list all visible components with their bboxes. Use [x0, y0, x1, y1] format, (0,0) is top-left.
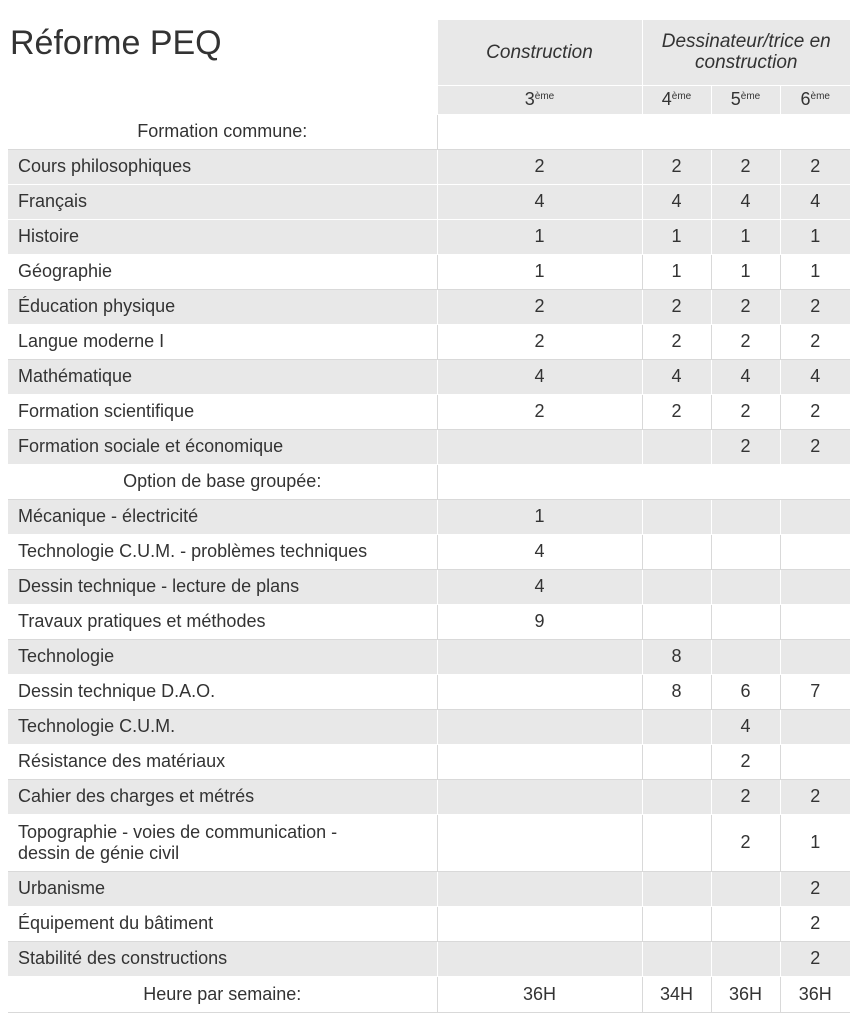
- subject-label: Langue moderne I: [8, 324, 437, 359]
- hours-cell: [437, 941, 642, 976]
- section-heading: Option de base groupée:: [8, 464, 437, 499]
- hours-cell: 1: [642, 219, 711, 254]
- hours-cell: [642, 534, 711, 569]
- subject-label: Technologie C.U.M. - problèmes techniques: [8, 534, 437, 569]
- table-row: [8, 254, 850, 289]
- hours-cell: 2: [437, 324, 642, 359]
- hours-cell: 2: [711, 744, 780, 779]
- hours-cell: [711, 871, 780, 906]
- subject-label: [8, 814, 437, 871]
- subject-label: Mécanique - électricité: [8, 499, 437, 534]
- hours-cell: 4: [642, 184, 711, 219]
- subject-label: Travaux pratiques et méthodes: [8, 604, 437, 639]
- table-row: [8, 639, 850, 674]
- hours-cell: 2: [437, 149, 642, 184]
- table-row: [8, 674, 850, 709]
- table-row: [8, 871, 850, 906]
- year-header-5: 5ème: [711, 85, 780, 114]
- subject-label: Cours philosophiques: [8, 149, 437, 184]
- total-cell: 34H: [642, 976, 711, 1012]
- total-cell: 36H: [437, 976, 642, 1012]
- hours-cell: 4: [437, 359, 642, 394]
- table-row: [8, 149, 850, 184]
- section-filler: [437, 464, 850, 499]
- subject-label: Cahier des charges et métrés: [8, 779, 437, 814]
- hours-cell: 2: [711, 779, 780, 814]
- hours-cell: [711, 941, 780, 976]
- hours-cell: [437, 814, 642, 871]
- hours-cell: 4: [711, 184, 780, 219]
- hours-cell: 2: [711, 394, 780, 429]
- hours-cell: 4: [711, 359, 780, 394]
- table-row: [8, 744, 850, 779]
- hours-cell: [642, 779, 711, 814]
- hours-cell: 1: [711, 219, 780, 254]
- hours-cell: [642, 744, 711, 779]
- hours-cell: 2: [642, 289, 711, 324]
- hours-cell: 1: [780, 254, 850, 289]
- subject-label: Mathématique: [8, 359, 437, 394]
- table-row: [8, 394, 850, 429]
- hours-cell: [642, 871, 711, 906]
- hours-cell: 1: [711, 254, 780, 289]
- subject-label: Technologie: [8, 639, 437, 674]
- hours-cell: [437, 744, 642, 779]
- hours-cell: 4: [642, 359, 711, 394]
- hours-cell: 1: [780, 219, 850, 254]
- hours-cell: 2: [711, 429, 780, 464]
- table-row: [8, 534, 850, 569]
- hours-cell: 2: [711, 324, 780, 359]
- year-header-3: 3ème: [437, 85, 642, 114]
- subject-label: Éducation physique: [8, 289, 437, 324]
- table-row: [8, 709, 850, 744]
- hours-cell: [711, 499, 780, 534]
- hours-cell: [642, 814, 711, 871]
- subject-label: Géographie: [8, 254, 437, 289]
- hours-cell: 2: [780, 941, 850, 976]
- subject-label: Résistance des matériaux: [8, 744, 437, 779]
- table-row: [8, 219, 850, 254]
- hours-cell: 4: [780, 184, 850, 219]
- hours-cell: [642, 429, 711, 464]
- curriculum-table: [8, 20, 850, 1013]
- hours-cell: 1: [437, 499, 642, 534]
- total-label: Heure par semaine:: [8, 976, 437, 1012]
- hours-cell: [642, 941, 711, 976]
- hours-cell: [780, 639, 850, 674]
- hours-cell: 2: [711, 289, 780, 324]
- hours-cell: 1: [642, 254, 711, 289]
- hours-cell: [711, 639, 780, 674]
- subject-label-line: Topographie - voies de communication -: [18, 821, 338, 842]
- column-group-construction: Construction: [437, 20, 642, 85]
- subject-label: Histoire: [8, 219, 437, 254]
- year-header-6: 6ème: [780, 85, 850, 114]
- hours-cell: 4: [437, 569, 642, 604]
- table-row: [8, 779, 850, 814]
- hours-cell: [642, 906, 711, 941]
- table-row: [8, 324, 850, 359]
- total-cell: 36H: [780, 976, 850, 1012]
- subject-label: Formation sociale et économique: [8, 429, 437, 464]
- hours-cell: [711, 534, 780, 569]
- hours-cell: [642, 569, 711, 604]
- hours-cell: 8: [642, 674, 711, 709]
- table-row: [8, 499, 850, 534]
- hours-cell: [437, 709, 642, 744]
- page-title: Réforme PEQ: [8, 20, 437, 114]
- hours-cell: 2: [437, 289, 642, 324]
- hours-cell: 2: [711, 814, 780, 871]
- subject-label: Technologie C.U.M.: [8, 709, 437, 744]
- section-heading: Formation commune:: [8, 114, 437, 149]
- hours-cell: [642, 604, 711, 639]
- hours-cell: 2: [437, 394, 642, 429]
- hours-cell: 1: [437, 219, 642, 254]
- subject-label: Formation scientifique: [8, 394, 437, 429]
- hours-cell: 2: [711, 149, 780, 184]
- hours-cell: [437, 674, 642, 709]
- subject-label: Urbanisme: [8, 871, 437, 906]
- subject-label: Stabilité des constructions: [8, 941, 437, 976]
- subject-label: Équipement du bâtiment: [8, 906, 437, 941]
- table-row: [8, 604, 850, 639]
- hours-cell: 4: [780, 359, 850, 394]
- hours-cell: [711, 569, 780, 604]
- hours-cell: 8: [642, 639, 711, 674]
- section-row-option: [8, 464, 850, 499]
- hours-cell: [437, 871, 642, 906]
- hours-cell: 2: [780, 871, 850, 906]
- hours-cell: 2: [780, 149, 850, 184]
- hours-cell: [780, 569, 850, 604]
- subject-label: Français: [8, 184, 437, 219]
- section-row-common: [8, 114, 850, 149]
- hours-cell: [780, 744, 850, 779]
- hours-cell: [437, 639, 642, 674]
- table-row: [8, 941, 850, 976]
- hours-cell: 7: [780, 674, 850, 709]
- hours-cell: [642, 709, 711, 744]
- subject-label-line: dessin de génie civil: [18, 842, 180, 863]
- section-filler: [437, 114, 850, 149]
- hours-cell: [711, 604, 780, 639]
- year-header-4: 4ème: [642, 85, 711, 114]
- hours-cell: 2: [780, 429, 850, 464]
- hours-cell: 2: [780, 394, 850, 429]
- total-cell: 36H: [711, 976, 780, 1012]
- hours-cell: 2: [780, 779, 850, 814]
- table-row: [8, 814, 850, 871]
- table-row: [8, 906, 850, 941]
- hours-cell: [780, 604, 850, 639]
- hours-cell: 2: [642, 149, 711, 184]
- total-row: [8, 976, 850, 1012]
- hours-cell: 2: [780, 324, 850, 359]
- hours-cell: [437, 779, 642, 814]
- hours-cell: 4: [437, 534, 642, 569]
- hours-cell: 2: [642, 324, 711, 359]
- hours-cell: 9: [437, 604, 642, 639]
- column-group-dessinateur: Dessinateur/trice en construction: [642, 20, 850, 85]
- hours-cell: [780, 499, 850, 534]
- hours-cell: [437, 906, 642, 941]
- table-row: [8, 184, 850, 219]
- hours-cell: 4: [437, 184, 642, 219]
- table-row: [8, 569, 850, 604]
- hours-cell: [437, 429, 642, 464]
- hours-cell: 4: [711, 709, 780, 744]
- hours-cell: [780, 709, 850, 744]
- hours-cell: 2: [780, 906, 850, 941]
- table-row: [8, 429, 850, 464]
- hours-cell: [642, 499, 711, 534]
- hours-cell: [780, 534, 850, 569]
- table-row: [8, 359, 850, 394]
- hours-cell: 2: [780, 289, 850, 324]
- subject-label: Dessin technique - lecture de plans: [8, 569, 437, 604]
- hours-cell: [711, 906, 780, 941]
- hours-cell: 6: [711, 674, 780, 709]
- hours-cell: 2: [642, 394, 711, 429]
- hours-cell: 1: [780, 814, 850, 871]
- subject-label: Dessin technique D.A.O.: [8, 674, 437, 709]
- hours-cell: 1: [437, 254, 642, 289]
- table-row: [8, 289, 850, 324]
